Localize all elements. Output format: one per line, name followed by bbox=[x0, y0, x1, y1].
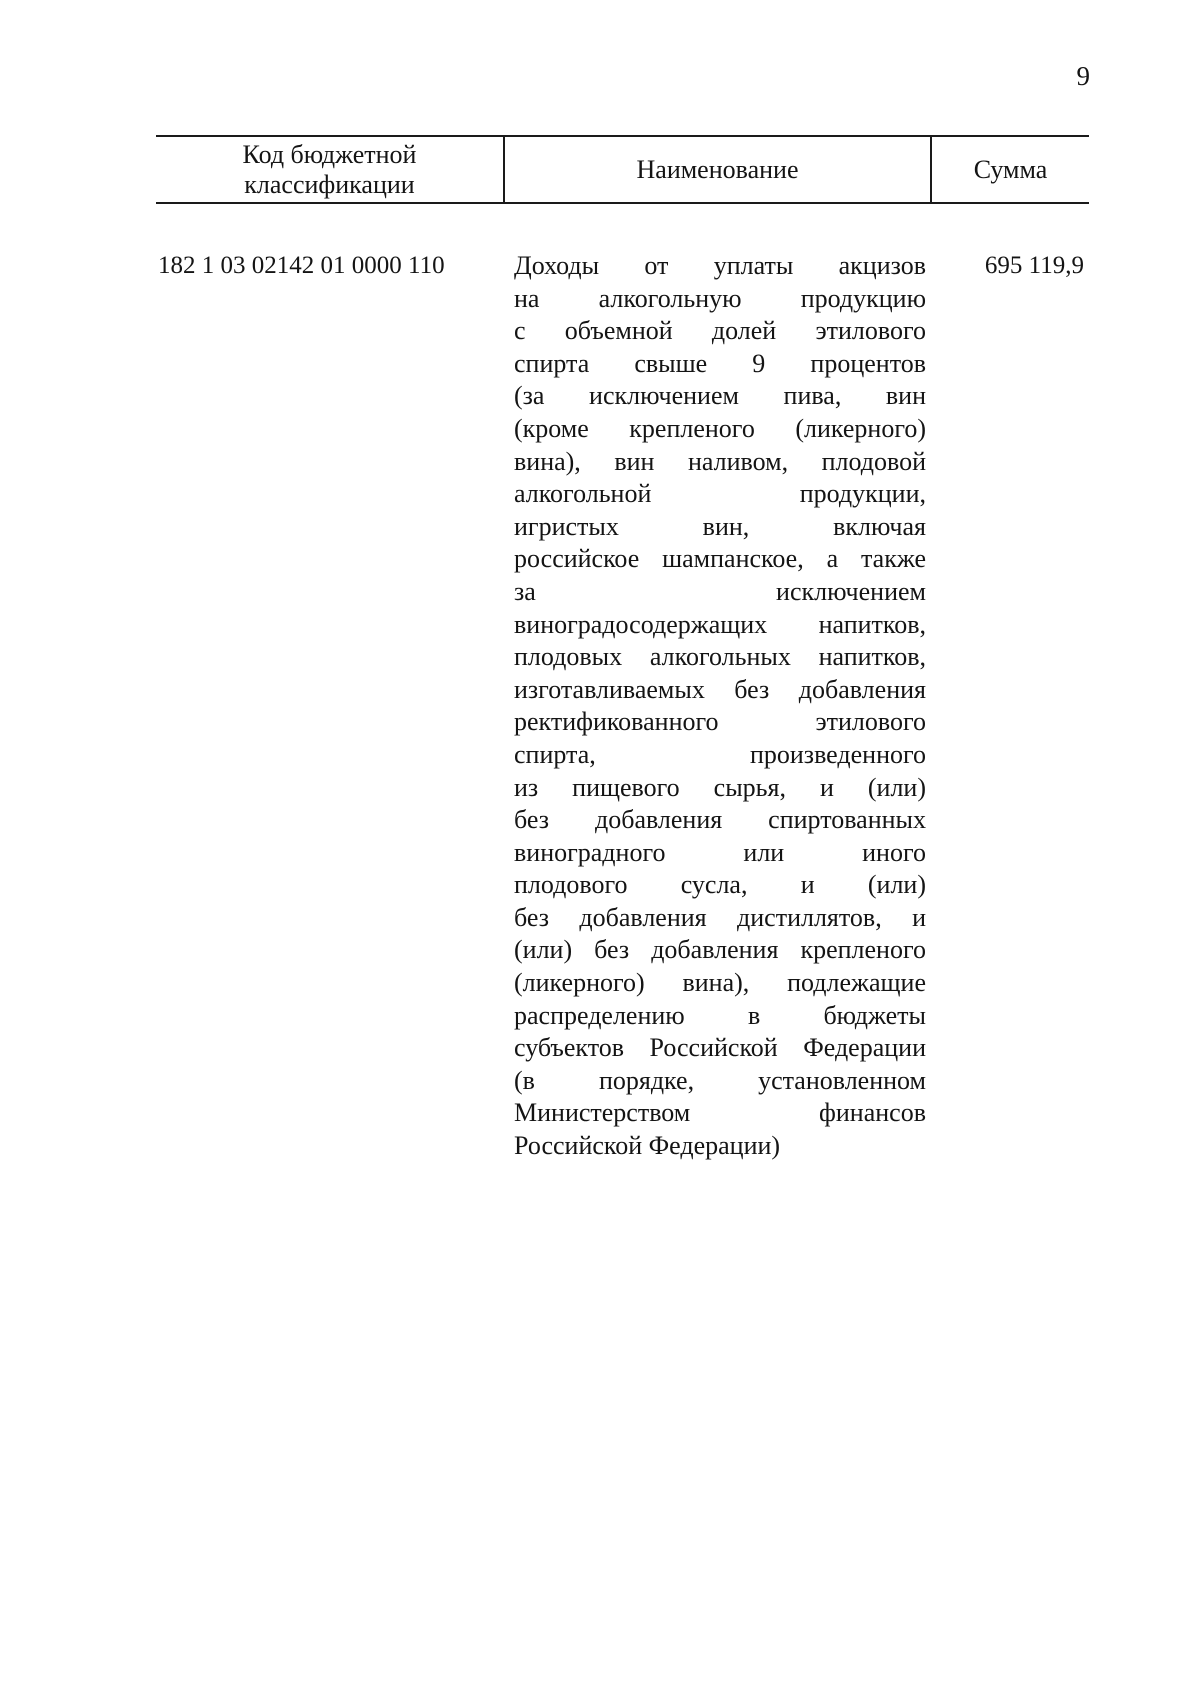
description-line: (ликерного) вина), подлежащие bbox=[514, 968, 926, 998]
description-line: плодового сусла, и (или) bbox=[514, 870, 926, 900]
page-number: 9 bbox=[1076, 61, 1090, 91]
description-line: вина), вин наливом, плодовой bbox=[514, 446, 926, 476]
description-line: без добавления дистиллятов, и bbox=[514, 902, 926, 932]
description-line: (в порядке, установленном bbox=[514, 1065, 926, 1095]
description-line: виноградного или иного bbox=[514, 837, 926, 867]
description-line: на алкогольную продукцию bbox=[514, 283, 926, 313]
description-line: Министерством финансов bbox=[514, 1098, 926, 1128]
description-line: плодовых алкогольных напитков, bbox=[514, 642, 926, 672]
description-line: спирта, произведенного bbox=[514, 739, 926, 769]
description-line: виноградосодержащих напитков, bbox=[514, 609, 926, 639]
description-line: ректификованного этилового bbox=[514, 707, 926, 737]
description-line: Российской Федерации) bbox=[514, 1131, 781, 1161]
description-line: игристых вин, включая bbox=[514, 511, 926, 541]
description-line: с объемной долей этилового bbox=[514, 316, 926, 346]
description-line: без добавления спиртованных bbox=[514, 805, 926, 835]
description-line: спирта свыше 9 процентов bbox=[514, 348, 926, 378]
description-line: из пищевого сырья, и (или) bbox=[514, 772, 926, 802]
description-line: распределению в бюджеты bbox=[514, 1000, 926, 1030]
description-line: за исключением bbox=[514, 576, 926, 606]
description-line: (или) без добавления крепленого bbox=[514, 935, 926, 965]
header-code: Код бюджетной классификации bbox=[242, 139, 417, 199]
table-header bbox=[156, 135, 1089, 204]
description-line: (за исключением пива, вин bbox=[514, 381, 926, 411]
header-name: Наименование bbox=[503, 137, 932, 202]
description-line: Доходы от уплаты акцизов bbox=[514, 251, 926, 280]
row-amount: 695 119,9 bbox=[984, 252, 1084, 279]
description-line: субъектов Российской Федерации bbox=[514, 1033, 926, 1063]
description-line: российское шампанское, а также bbox=[514, 544, 926, 574]
description-line: изготавливаемых без добавления bbox=[514, 674, 926, 704]
budget-code: 182 1 03 02142 01 0000 110 bbox=[158, 252, 445, 279]
description-line: алкогольной продукции, bbox=[514, 479, 926, 509]
row-description bbox=[514, 250, 926, 1163]
description-line: (кроме крепленого (ликерного) bbox=[514, 413, 926, 443]
header-sum: Сумма bbox=[973, 154, 1048, 184]
